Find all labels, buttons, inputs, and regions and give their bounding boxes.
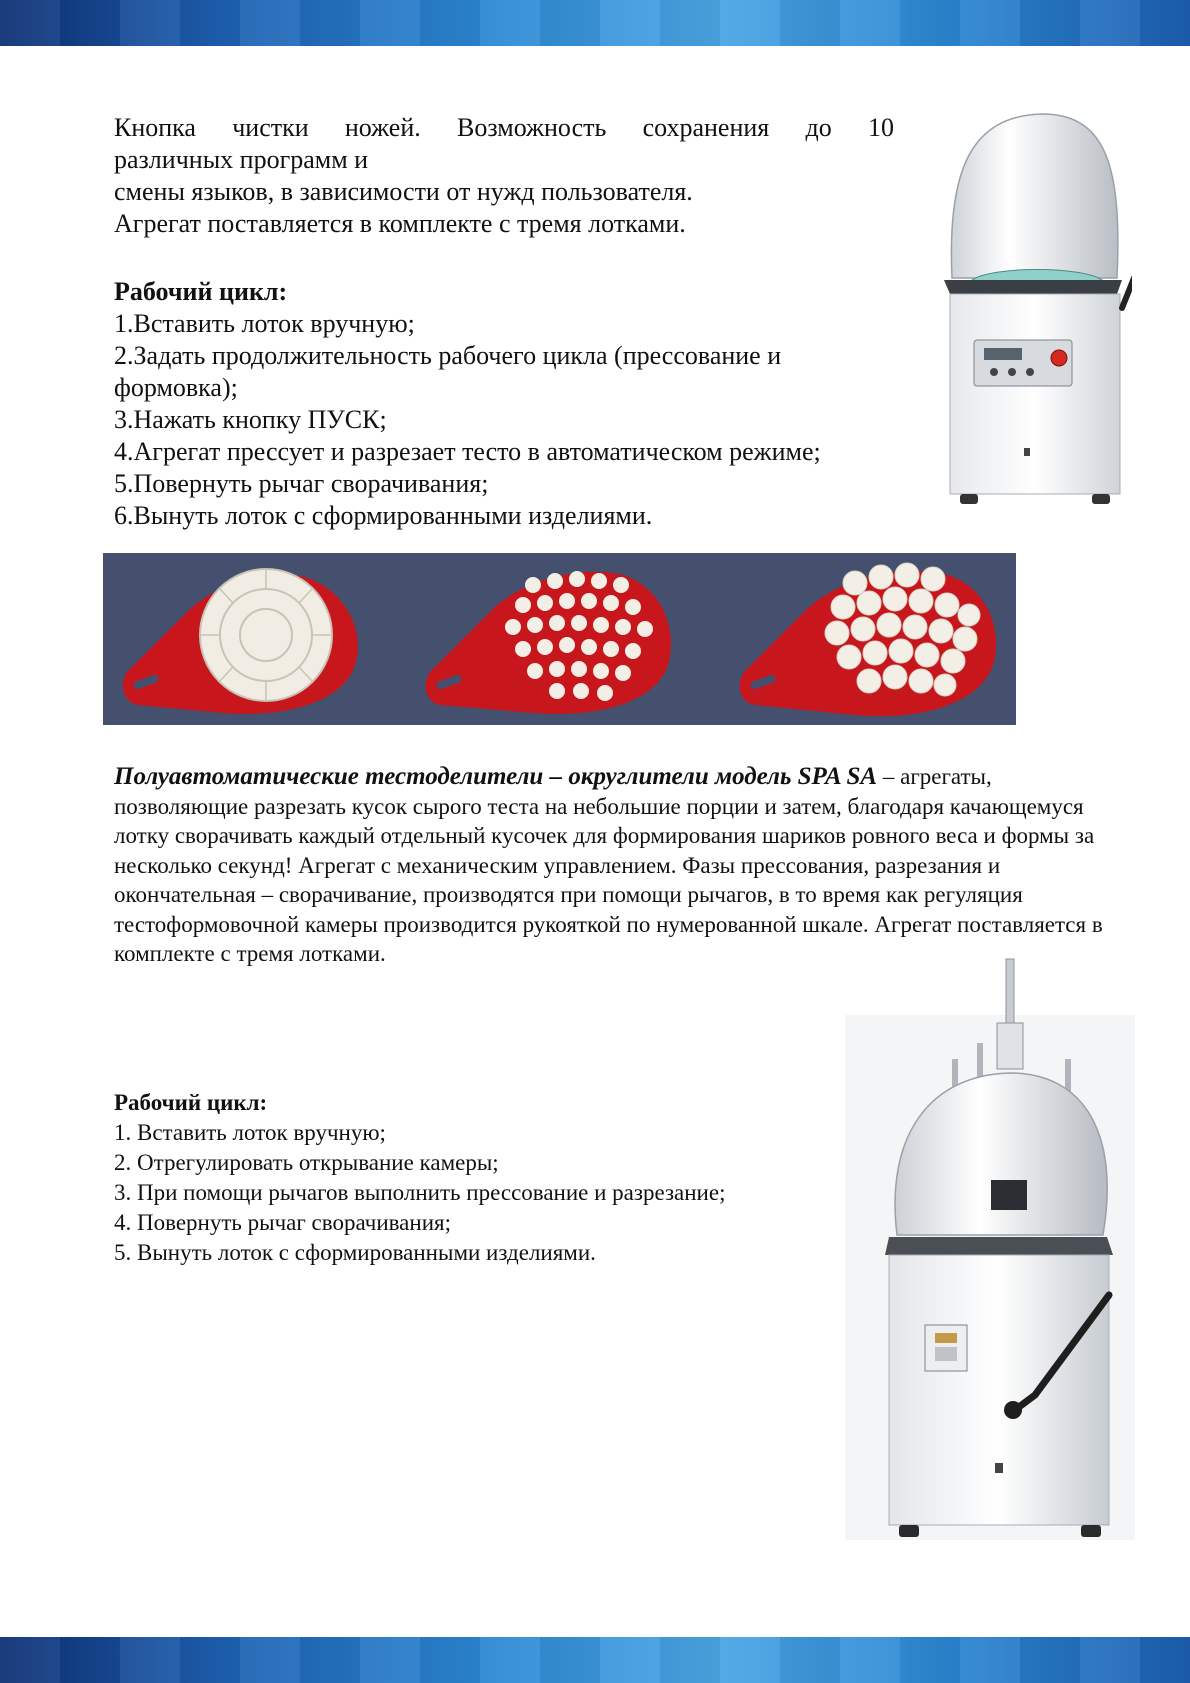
- cycle2-step: 5. Вынуть лоток с сформированными изделиями.: [114, 1240, 596, 1265]
- description-lead: Полуавтоматические тестоделители – округлители модель SPA SA: [114, 763, 878, 790]
- cycle1-step: 1.Вставить лоток вручную;: [114, 309, 415, 338]
- cycle1-step: 2.Задать продолжительность рабочего цикла (прессование и формовка);: [114, 341, 782, 402]
- automatic-divider-rounder-image: [912, 108, 1132, 513]
- cycle2-step: 1. Вставить лоток вручную;: [114, 1120, 386, 1145]
- cycle2-step: 4. Повернуть рычаг сворачивания;: [114, 1210, 451, 1235]
- dough-trays-image: [103, 553, 1016, 725]
- description-body: – агрегаты, позволяющие разрезать кусок сырого теста на небольшие порции и затем, благодаря качающемуся лотку сворачивать каждый отдельный кусочек для формирования шариков ровного веса и формы за несколько секунд! Агрегат с механическим управлением. Фазы прессования, разрезания и окончательная – сворачивание, производятся при помощи рычагов, в то время как регуляция тестоформовочной камеры производится рукояткой по нумерованной шкале. Агрегат поставляется в комплекте с тремя лотками.: [114, 764, 1103, 966]
- work-cycle-list-1: [114, 276, 904, 532]
- cycle1-step: 4.Агрегат прессует и разрезает тесто в автоматическом режиме;: [114, 437, 821, 466]
- work-cycle-heading-1: Рабочий цикл:: [114, 277, 288, 306]
- top-decorative-band: [0, 0, 1190, 46]
- cycle1-step: 3.Нажать кнопку ПУСК;: [114, 405, 387, 434]
- cycle1-step: 6.Вынуть лоток с сформированными изделиями.: [114, 501, 653, 530]
- work-cycle-list-2: [114, 1088, 874, 1268]
- cycle1-step: 5.Повернуть рычаг сворачивания;: [114, 469, 489, 498]
- intro-line-2: различных программ и: [114, 145, 369, 174]
- intro-line-4: Агрегат поставляется в комплекте с тремя лотками.: [114, 209, 686, 238]
- spa-sa-description: [114, 762, 1114, 969]
- intro-line-1: Кнопка чистки ножей. Возможность сохранения до 10: [114, 113, 894, 142]
- bottom-decorative-band: [0, 1637, 1190, 1683]
- cycle2-step: 3. При помощи рычагов выполнить прессование и разрезание;: [114, 1180, 726, 1205]
- work-cycle-heading-2: Рабочий цикл:: [114, 1090, 268, 1115]
- intro-paragraph: [114, 112, 894, 240]
- intro-line-3: смены языков, в зависимости от нужд пользователя.: [114, 177, 693, 206]
- cycle2-step: 2. Отрегулировать открывание камеры;: [114, 1150, 499, 1175]
- semi-automatic-spa-sa-image: [845, 955, 1135, 1540]
